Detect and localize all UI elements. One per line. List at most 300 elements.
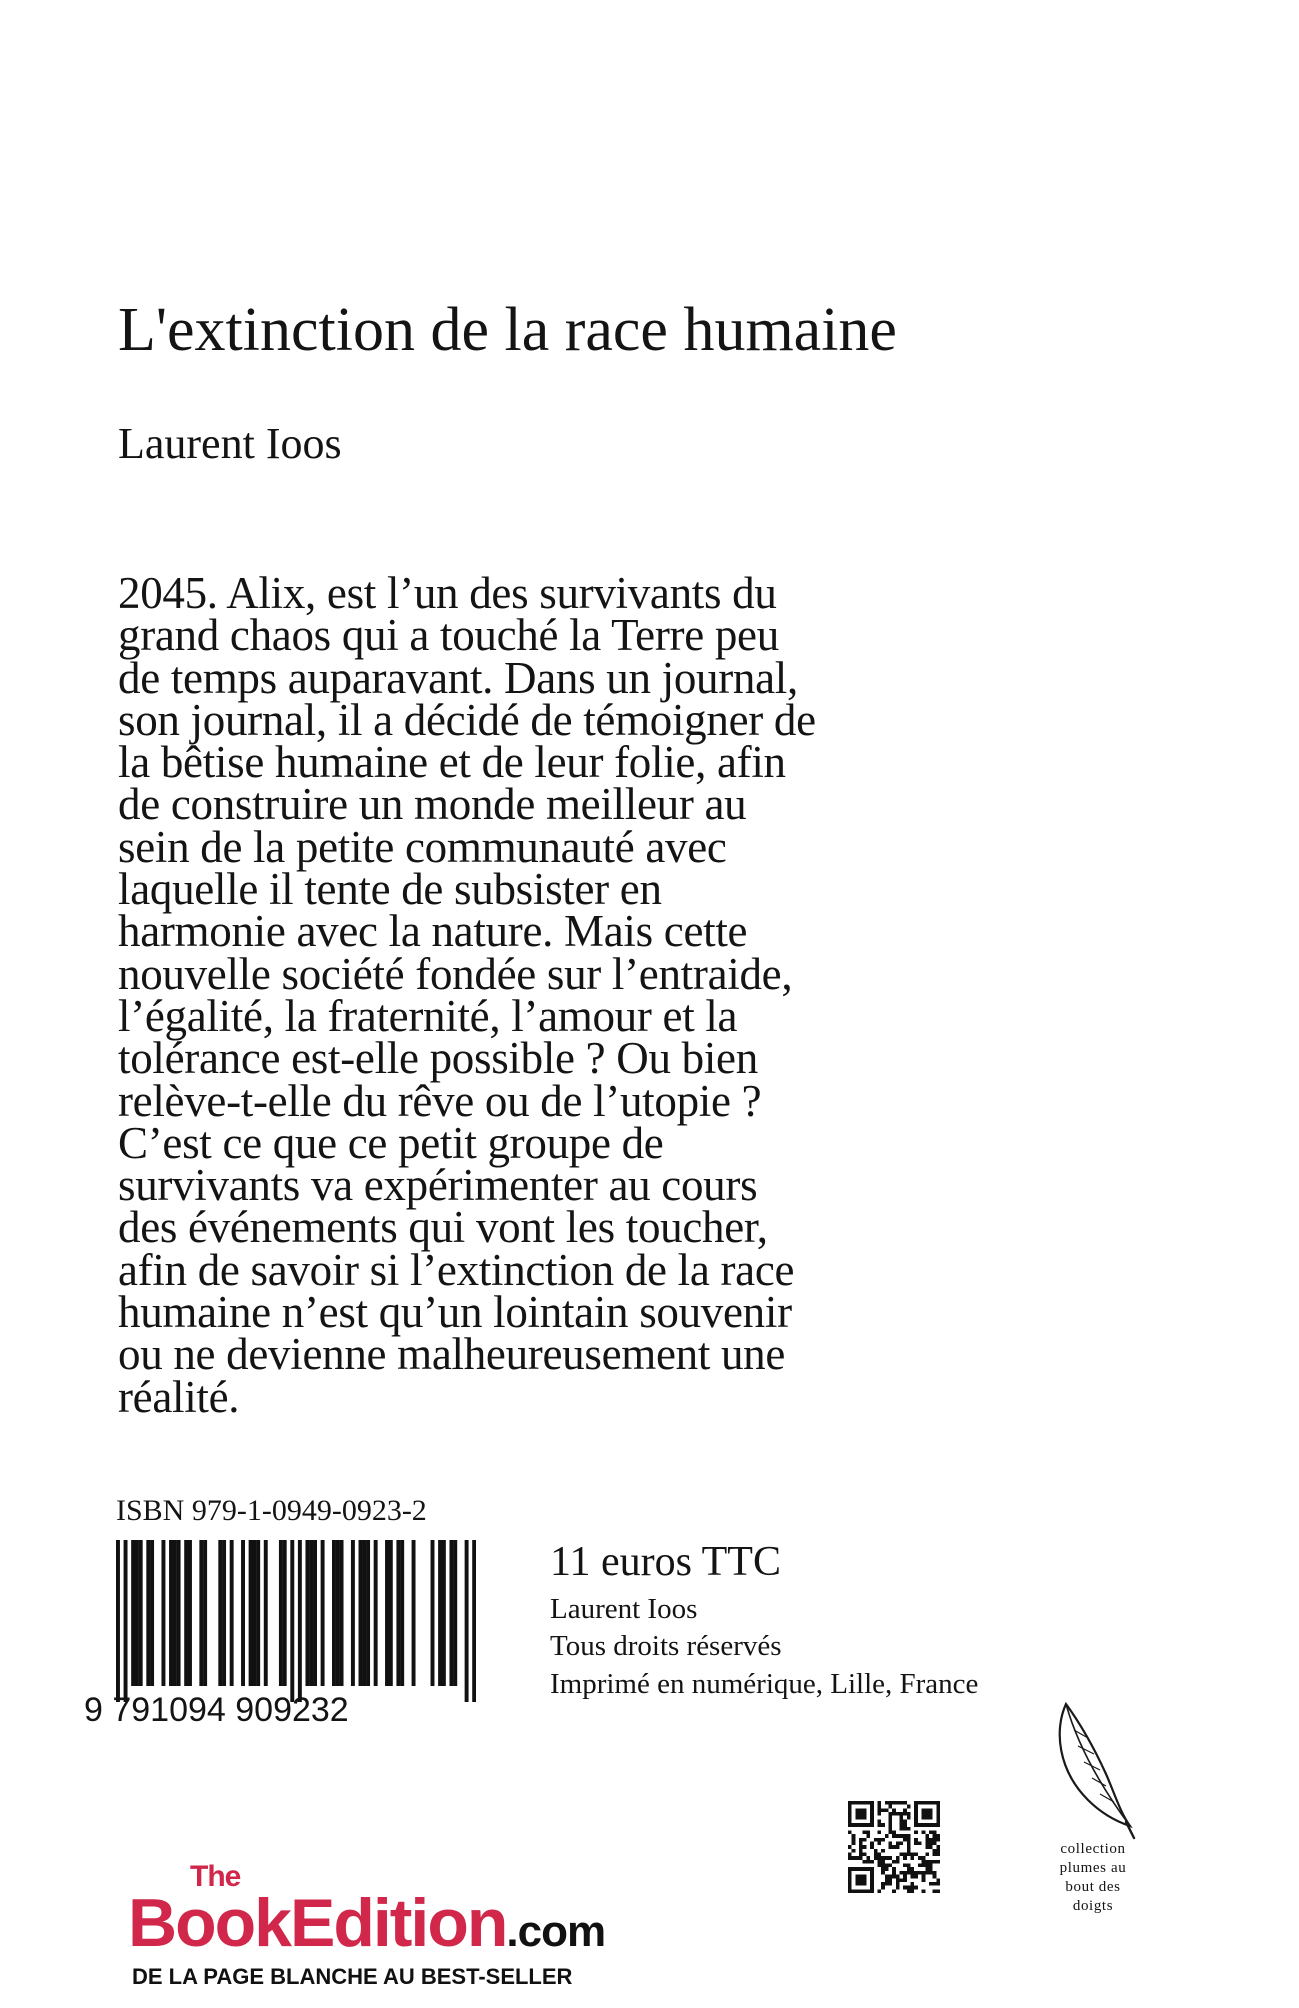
- barcode-bar: [438, 1540, 442, 1686]
- publisher-tagline: DE LA PAGE BLANCHE AU BEST-SELLER: [132, 1964, 573, 1989]
- qr-module: [848, 1875, 852, 1879]
- qr-module: [888, 1882, 892, 1886]
- qr-module: [903, 1834, 907, 1838]
- barcode-bar: [412, 1540, 416, 1686]
- qr-module: [896, 1834, 900, 1838]
- qr-module: [866, 1801, 870, 1805]
- qr-module: [896, 1845, 900, 1849]
- qr-module: [907, 1838, 911, 1842]
- qr-module: [925, 1823, 929, 1827]
- barcode-bar: [472, 1540, 476, 1702]
- qr-module: [936, 1801, 940, 1805]
- qr-module: [870, 1816, 874, 1820]
- barcode-bar: [359, 1540, 363, 1686]
- qr-module: [903, 1878, 907, 1882]
- qr-module: [859, 1841, 863, 1845]
- qr-module: [852, 1838, 856, 1842]
- barcode-bar: [389, 1540, 393, 1686]
- qr-module: [929, 1860, 933, 1864]
- blurb-line: C’est ce que ce petit groupe de: [118, 1117, 664, 1168]
- qr-module: [888, 1845, 892, 1849]
- blurb-line: tolérance est-elle possible ? Ou bien: [118, 1033, 758, 1084]
- qr-module: [848, 1808, 852, 1812]
- qr-module: [848, 1886, 852, 1890]
- qr-module: [925, 1816, 929, 1820]
- qr-module: [863, 1889, 867, 1893]
- barcode-bar: [336, 1540, 340, 1686]
- qr-module: [859, 1867, 863, 1871]
- qr-module: [903, 1827, 907, 1831]
- qr-module: [911, 1871, 915, 1875]
- qr-module: [888, 1878, 892, 1882]
- qr-module: [936, 1805, 940, 1809]
- barcode-bar: [298, 1540, 302, 1702]
- qr-module: [870, 1867, 874, 1871]
- qr-module: [892, 1875, 896, 1879]
- qr-module: [863, 1823, 867, 1827]
- qr-module: [911, 1867, 915, 1871]
- qr-module: [870, 1808, 874, 1812]
- qr-module: [903, 1801, 907, 1805]
- qr-module: [900, 1827, 904, 1831]
- qr-module: [859, 1838, 863, 1842]
- back-cover-blurb: [118, 568, 998, 1422]
- qr-module: [870, 1801, 874, 1805]
- qr-module: [903, 1875, 907, 1879]
- qr-module: [907, 1889, 911, 1893]
- barcode-bar: [279, 1540, 283, 1686]
- qr-module: [866, 1889, 870, 1893]
- barcode-bar: [290, 1540, 294, 1702]
- qr-module: [900, 1841, 904, 1845]
- barcode-bar: [222, 1540, 226, 1686]
- blurb-line: sein de la petite communauté avec: [118, 821, 727, 872]
- qr-module: [911, 1875, 915, 1879]
- qr-module: [903, 1871, 907, 1875]
- barcode-bar: [256, 1540, 260, 1686]
- qr-module: [874, 1853, 878, 1857]
- barcode-bar: [135, 1540, 139, 1686]
- qr-module: [914, 1812, 918, 1816]
- barcode-bar: [465, 1540, 469, 1702]
- qr-module: [863, 1830, 867, 1834]
- qr-module: [892, 1834, 896, 1838]
- collection-line: plumes au: [1059, 1860, 1127, 1876]
- imprint-rights: Tous droits réservés: [550, 1630, 782, 1662]
- qr-module: [929, 1867, 933, 1871]
- qr-module: [925, 1867, 929, 1871]
- qr-module: [907, 1849, 911, 1853]
- blurb-line: la bêtise humaine et de leur folie, afin: [118, 737, 786, 788]
- collection-line: bout des: [1065, 1879, 1121, 1895]
- qr-module: [922, 1830, 926, 1834]
- qr-module: [852, 1889, 856, 1893]
- qr-module: [859, 1801, 863, 1805]
- qr-module: [933, 1853, 937, 1857]
- qr-module: [885, 1864, 889, 1868]
- barcode-bar: [177, 1540, 181, 1686]
- qr-module: [925, 1845, 929, 1849]
- barcode-bar: [305, 1540, 309, 1686]
- qr-module: [855, 1882, 859, 1886]
- qr-module: [885, 1834, 889, 1838]
- blurb-line: harmonie avec la nature. Mais cette: [118, 906, 748, 957]
- qr-module: [859, 1882, 863, 1886]
- qr-module: [888, 1841, 892, 1845]
- qr-module: [892, 1845, 896, 1849]
- qr-module: [907, 1805, 911, 1809]
- barcode-bar: [396, 1540, 400, 1686]
- qr-module: [852, 1841, 856, 1845]
- barcode-bar: [449, 1540, 453, 1686]
- qr-module: [936, 1838, 940, 1842]
- qr-module: [863, 1812, 867, 1816]
- qr-module: [933, 1830, 937, 1834]
- qr-module: [933, 1841, 937, 1845]
- qr-module: [863, 1882, 867, 1886]
- qr-module: [911, 1889, 915, 1893]
- qr-module: [922, 1860, 926, 1864]
- barcode-bar: [146, 1540, 150, 1686]
- qr-module: [855, 1889, 859, 1893]
- qr-module: [922, 1878, 926, 1882]
- isbn-label: ISBN 979-1-0949-0923-2: [116, 1494, 427, 1527]
- barcode-bar: [252, 1540, 256, 1686]
- qr-module: [900, 1878, 904, 1882]
- qr-module: [925, 1812, 929, 1816]
- qr-module: [903, 1812, 907, 1816]
- qr-module: [896, 1812, 900, 1816]
- qr-module: [874, 1838, 878, 1842]
- barcode-bar: [313, 1540, 317, 1686]
- qr-module: [907, 1816, 911, 1820]
- qr-module: [933, 1801, 937, 1805]
- blurb-line: réalité.: [118, 1371, 240, 1422]
- qr-module: [863, 1853, 867, 1857]
- barcode-bar: [283, 1540, 287, 1686]
- book-title: L'extinction de la race humaine: [118, 296, 897, 364]
- qr-module: [900, 1871, 904, 1875]
- qr-module: [892, 1867, 896, 1871]
- qr-module: [874, 1856, 878, 1860]
- qr-module: [848, 1867, 852, 1871]
- qr-module: [855, 1856, 859, 1860]
- qr-module: [925, 1808, 929, 1812]
- qr-module: [852, 1834, 856, 1838]
- qr-module: [933, 1823, 937, 1827]
- qr-module: [881, 1882, 885, 1886]
- qr-module: [866, 1830, 870, 1834]
- qr-module: [936, 1849, 940, 1853]
- qr-module: [925, 1838, 929, 1842]
- qr-module: [900, 1834, 904, 1838]
- qr-module: [888, 1830, 892, 1834]
- barcode-bar: [362, 1540, 366, 1686]
- qr-module: [877, 1838, 881, 1842]
- qr-module: [922, 1889, 926, 1893]
- barcode-bar: [442, 1540, 446, 1686]
- qr-module: [918, 1856, 922, 1860]
- collection-line: doigts: [1072, 1898, 1114, 1914]
- qr-module: [888, 1816, 892, 1820]
- barcode-digits: 9 791094 909232: [84, 1691, 349, 1729]
- blurb-line: ou ne devienne malheureusement une: [118, 1329, 786, 1380]
- qr-module: [922, 1801, 926, 1805]
- qr-module: [922, 1816, 926, 1820]
- qr-module: [929, 1882, 933, 1886]
- book-author: Laurent Ioos: [118, 419, 342, 468]
- price-label: 11 euros TTC: [550, 1539, 781, 1585]
- logo-brand-text: [128, 1884, 605, 1962]
- qr-module: [859, 1849, 863, 1853]
- qr-module: [870, 1841, 874, 1845]
- qr-module: [881, 1849, 885, 1853]
- qr-module: [933, 1838, 937, 1842]
- qr-module: [903, 1823, 907, 1827]
- qr-module: [907, 1841, 911, 1845]
- qr-module: [914, 1816, 918, 1820]
- qr-module: [885, 1867, 889, 1871]
- blurb-line: 2045. Alix, est l’un des survivants du: [118, 568, 777, 618]
- qr-module: [900, 1816, 904, 1820]
- qr-module: [848, 1823, 852, 1827]
- barcode-bar: [351, 1540, 355, 1686]
- qr-module: [881, 1871, 885, 1875]
- qr-module: [855, 1808, 859, 1812]
- qr-module: [907, 1845, 911, 1849]
- qr-module: [848, 1871, 852, 1875]
- qr-module: [888, 1812, 892, 1816]
- blurb-line: son journal, il a décidé de témoigner de: [118, 694, 816, 745]
- qr-module: [888, 1856, 892, 1860]
- qr-module: [925, 1871, 929, 1875]
- qr-module: [848, 1856, 852, 1860]
- qr-module: [936, 1834, 940, 1838]
- blurb-line: humaine n’est qu’un lointain souvenir: [118, 1287, 792, 1338]
- barcode-bar: [161, 1540, 165, 1686]
- qr-module: [892, 1812, 896, 1816]
- qr-module: [866, 1860, 870, 1864]
- qr-module: [877, 1830, 881, 1834]
- qr-module: [863, 1816, 867, 1820]
- qr-module: [936, 1819, 940, 1823]
- qr-module: [877, 1889, 881, 1893]
- qr-module: [933, 1860, 937, 1864]
- barcode-bar: [173, 1540, 177, 1686]
- qr-module: [870, 1871, 874, 1875]
- blurb-line: survivants va expérimenter au cours: [118, 1160, 758, 1211]
- qr-module: [881, 1867, 885, 1871]
- qr-module: [911, 1856, 915, 1860]
- qr-module: [866, 1867, 870, 1871]
- qr-module: [870, 1812, 874, 1816]
- barcode-icon: [116, 1540, 476, 1702]
- qr-module: [859, 1853, 863, 1857]
- qr-module: [903, 1856, 907, 1860]
- blurb-line: laquelle il tente de subsister en: [118, 864, 662, 915]
- qr-module: [888, 1875, 892, 1879]
- qr-module: [900, 1823, 904, 1827]
- qr-module: [922, 1812, 926, 1816]
- qr-module: [929, 1812, 933, 1816]
- qr-module: [903, 1819, 907, 1823]
- qr-module: [855, 1816, 859, 1820]
- qr-module: [929, 1816, 933, 1820]
- qr-module: [870, 1819, 874, 1823]
- qr-module: [907, 1834, 911, 1838]
- qr-module: [914, 1886, 918, 1890]
- qr-module: [859, 1823, 863, 1827]
- qr-module: [936, 1889, 940, 1893]
- qr-module: [933, 1849, 937, 1853]
- qr-module: [903, 1838, 907, 1842]
- qr-module: [852, 1849, 856, 1853]
- barcode-bar: [218, 1540, 222, 1686]
- barcode-bar: [199, 1540, 203, 1686]
- logo-tld: .com: [506, 1907, 606, 1956]
- qr-module: [848, 1845, 852, 1849]
- qr-module: [852, 1823, 856, 1827]
- qr-module: [896, 1882, 900, 1886]
- qr-module: [863, 1801, 867, 1805]
- barcode-bar: [321, 1540, 325, 1686]
- barcode-bar: [400, 1540, 404, 1686]
- qr-module: [903, 1886, 907, 1890]
- qr-module: [936, 1808, 940, 1812]
- qr-module: [877, 1853, 881, 1857]
- qr-module: [907, 1867, 911, 1871]
- qr-module: [925, 1841, 929, 1845]
- barcode-bar: [188, 1540, 192, 1686]
- qr-module: [863, 1875, 867, 1879]
- qr-module: [877, 1808, 881, 1812]
- qr-module: [914, 1853, 918, 1857]
- qr-module: [863, 1845, 867, 1849]
- qr-module: [848, 1889, 852, 1893]
- qr-module: [929, 1830, 933, 1834]
- qr-module: [848, 1805, 852, 1809]
- qr-module: [885, 1856, 889, 1860]
- barcode-bar: [131, 1540, 135, 1686]
- qr-module: [852, 1867, 856, 1871]
- qr-module: [892, 1889, 896, 1893]
- qr-module: [881, 1860, 885, 1864]
- qr-module: [933, 1834, 937, 1838]
- qr-module: [877, 1812, 881, 1816]
- qr-module: [922, 1808, 926, 1812]
- qr-module: [896, 1860, 900, 1864]
- qr-module: [881, 1864, 885, 1868]
- qr-module: [877, 1860, 881, 1864]
- qr-module: [881, 1808, 885, 1812]
- qr-module: [852, 1856, 856, 1860]
- qr-module: [933, 1871, 937, 1875]
- qr-module: [888, 1823, 892, 1827]
- qr-module: [848, 1819, 852, 1823]
- qr-module: [881, 1886, 885, 1890]
- qr-module: [855, 1823, 859, 1827]
- qr-module: [914, 1801, 918, 1805]
- qr-module: [859, 1878, 863, 1882]
- quill-icon: [1048, 1700, 1138, 1840]
- qr-module: [896, 1841, 900, 1845]
- barcode-bar: [184, 1540, 188, 1686]
- qr-module: [888, 1827, 892, 1831]
- qr-module: [925, 1801, 929, 1805]
- qr-module: [914, 1823, 918, 1827]
- qr-module: [870, 1805, 874, 1809]
- barcode-bar: [241, 1540, 245, 1686]
- blurb-line: nouvelle société fondée sur l’entraide,: [118, 948, 793, 999]
- barcode-bar: [230, 1540, 234, 1686]
- qr-module: [922, 1864, 926, 1868]
- qr-module: [896, 1856, 900, 1860]
- qr-module: [863, 1838, 867, 1842]
- qr-module: [918, 1801, 922, 1805]
- qr-module: [925, 1864, 929, 1868]
- qr-module: [911, 1882, 915, 1886]
- qr-module: [885, 1875, 889, 1879]
- blurb-line: l’égalité, la fraternité, l’amour et la: [118, 990, 738, 1041]
- qr-module: [911, 1853, 915, 1857]
- qr-module: [911, 1886, 915, 1890]
- qr-module: [870, 1823, 874, 1827]
- qr-module: [877, 1856, 881, 1860]
- qr-module: [877, 1819, 881, 1823]
- qr-module: [870, 1886, 874, 1890]
- barcode-bar: [309, 1540, 313, 1686]
- barcode-bar: [340, 1540, 344, 1686]
- qr-module: [870, 1882, 874, 1886]
- qr-module: [848, 1816, 852, 1820]
- qr-module: [859, 1812, 863, 1816]
- qr-module: [896, 1801, 900, 1805]
- qr-module: [918, 1864, 922, 1868]
- barcode-bar: [264, 1540, 268, 1686]
- qr-module: [914, 1819, 918, 1823]
- qr-module: [900, 1801, 904, 1805]
- qr-module: [885, 1878, 889, 1882]
- qr-module: [855, 1878, 859, 1882]
- qr-module: [936, 1823, 940, 1827]
- blurb-line: afin de savoir si l’extinction de la race: [118, 1244, 795, 1295]
- qr-module: [859, 1889, 863, 1893]
- qr-module: [907, 1886, 911, 1890]
- qr-code-icon: [848, 1801, 940, 1893]
- collection-line: collection: [1060, 1841, 1126, 1857]
- qr-module: [848, 1878, 852, 1882]
- qr-module: [922, 1856, 926, 1860]
- qr-module: [870, 1860, 874, 1864]
- qr-module: [907, 1871, 911, 1875]
- qr-module: [892, 1830, 896, 1834]
- blurb-line: relève-t-elle du rêve ou de l’utopie ?: [118, 1075, 762, 1126]
- qr-module: [848, 1830, 852, 1834]
- qr-module: [888, 1864, 892, 1868]
- imprint-printed: Imprimé en numérique, Lille, France: [550, 1668, 979, 1700]
- barcode-bar: [366, 1540, 370, 1686]
- barcode-bar: [431, 1540, 435, 1686]
- qr-module: [870, 1875, 874, 1879]
- qr-module: [881, 1856, 885, 1860]
- blurb-line: de construire un monde meilleur au: [118, 779, 747, 830]
- qr-module: [877, 1805, 881, 1809]
- qr-module: [903, 1808, 907, 1812]
- barcode-bar: [139, 1540, 143, 1686]
- qr-module: [863, 1878, 867, 1882]
- qr-module: [914, 1871, 918, 1875]
- qr-module: [892, 1871, 896, 1875]
